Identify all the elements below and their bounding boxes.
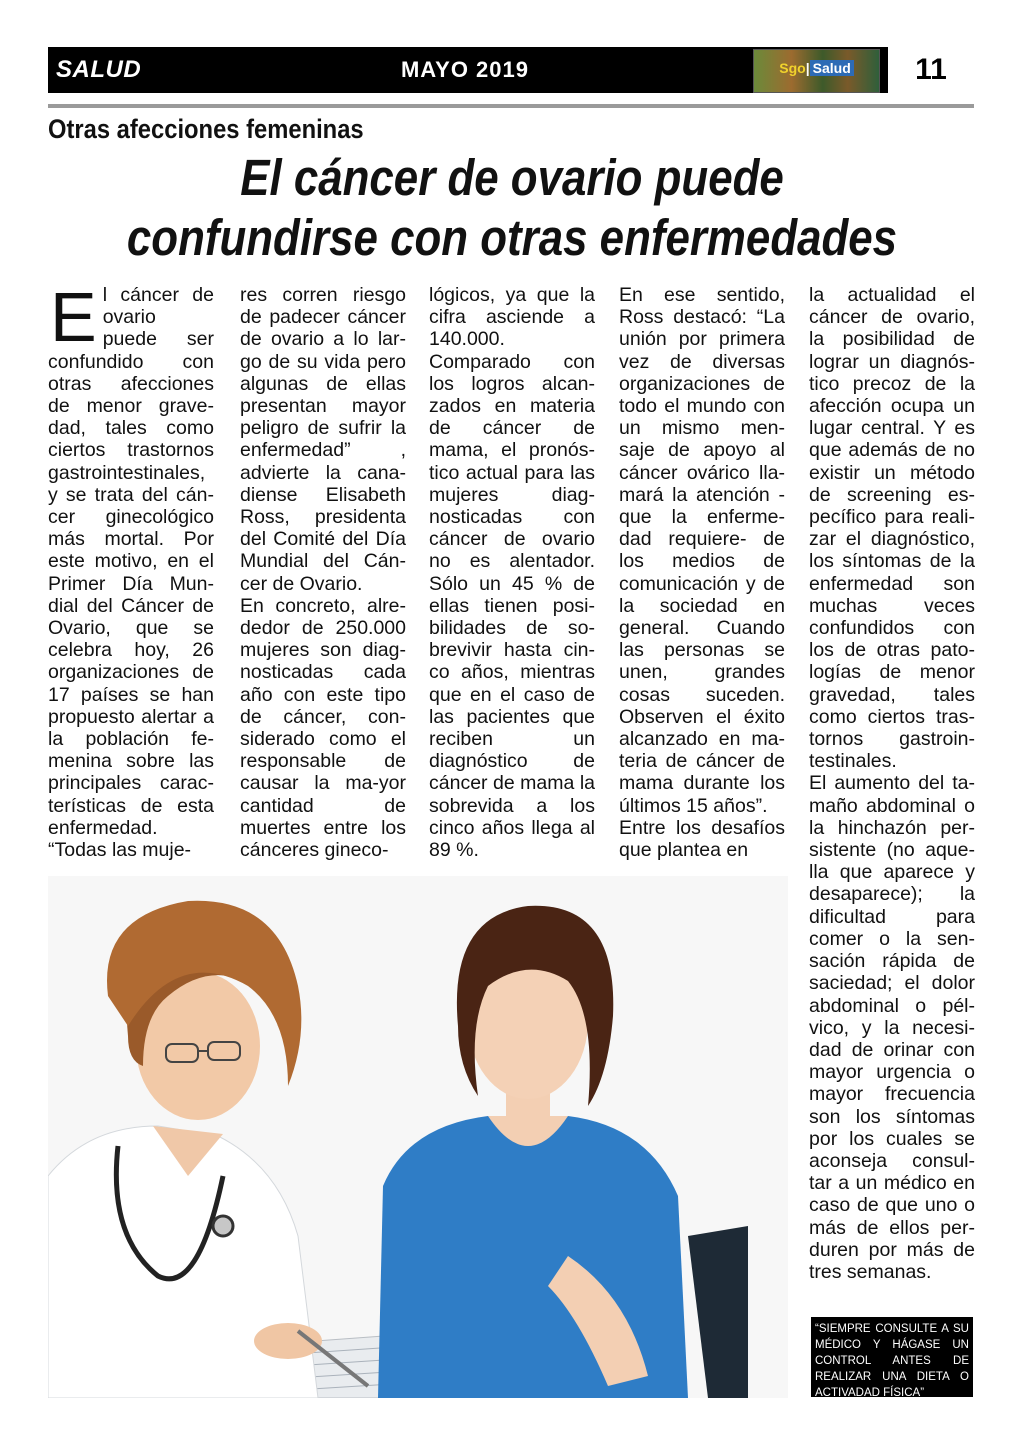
- article-kicker: Otras afecciones femeninas: [48, 114, 364, 144]
- article-headline: [0, 148, 1024, 268]
- logo-text-salud: Salud: [810, 60, 854, 76]
- paragraph: Entre los desafíos que plantea en: [619, 816, 785, 862]
- article-column-1: [48, 278, 214, 862]
- column-2-text: [240, 284, 406, 861]
- issue-date: MAYO 2019: [400, 57, 530, 82]
- paragraph: lógicos, ya que la cifra asciende a 140.000.: [429, 284, 595, 351]
- column-1-text: [48, 278, 214, 862]
- paragraph: En concreto, alre-dedor de 250.000 mujeres son diag-nosticadas cada año con este tipo de cáncer, con-siderado como el responsable de causar la ma-yor cantidad de muertes entre los cánceres gineco-: [240, 594, 406, 862]
- paragraph: Comparado con los logros alcan-zados en materia de cáncer de mama, el pronós-tico actual para las mujeres diag-nosticadas con cáncer de ovario no es alentador. Sólo un 45 % de ellas tienen posi-bilidades de so-brevivir hasta cin-co años, mientras que en el caso de las pacientes que reciben un diagnóstico de cáncer de mama la sobrevida a los cinco años llega al 89 %.: [429, 350, 595, 862]
- page-number-box: [888, 47, 974, 93]
- headline-line-2: confundirse con otras enfermedades: [126, 209, 898, 266]
- page-number: 11: [915, 53, 947, 86]
- article-photo: [48, 876, 788, 1398]
- article-column-4: [619, 284, 785, 861]
- article-column-5: [809, 284, 975, 1283]
- paragraph: res corren riesgo de padecer cáncer de ovario a lo lar-go de su vida pero algunas de ellas presentan mayor peligro de sufrir la enfermedad” , advierte la cana-diense Elisabeth Ross, presidenta del Comité del Día Mundial del Cán-cer de Ovario.: [240, 284, 406, 595]
- column-4-text: [619, 284, 785, 861]
- logo-text-sgo: Sgo: [779, 60, 806, 76]
- header-rule: [48, 104, 974, 108]
- header-bar: [48, 47, 974, 93]
- article-column-2: [240, 284, 406, 861]
- column-3-text: [429, 284, 595, 861]
- headline-line-1: El cáncer de ovario puede: [240, 149, 784, 206]
- paragraph: En ese sentido, Ross destacó: “La unión por primera vez de diversas organizaciones de todo el mundo con un mismo men-saje de apoyo al cáncer ovárico lla-mará la atención -que la enferme-dad requiere- de los medios de comunicación y de la sociedad en general. Cuando las personas se unen, grandes cosas suceden. Observen el éxito alcanzado en ma-teria de cáncer de mama durante los últimos 15 años”.: [619, 284, 785, 817]
- article-column-3: [429, 284, 595, 861]
- paragraph: “Todas las muje-: [48, 839, 192, 862]
- column-5-text: [809, 284, 975, 1283]
- paragraph: l cáncer de ovario puede ser confundido con otras afecciones de menor grave-dad, tales como ciertos trastornos gastrointestinales, y se trata del cán-cer ginecológico más mortal. Por este motivo, en el Primer Día Mun-dial del Cáncer de Ovario, que se celebra hoy, 26 organizaciones de 17 países se han propuesto alertar a la población fe-menina sobre las principales carac-terísticas de esta enfermedad.: [48, 284, 214, 839]
- drop-cap: E: [50, 278, 97, 356]
- paragraph: El aumento del ta-maño abdominal o la hinchazón per-sistente (no aque-lla que aparece y desaparece); la dificultad para comer o la sen-sación rápida de saciedad; el dolor abdominal o pél-vico, y la necesi-dad de orinar con mayor urgencia o mayor frecuencia son los síntomas por los cuales se aconseja consul-tar a un médico en caso de que uno o más de ellos per-duren por más de tres semanas.: [809, 772, 975, 1283]
- pull-quote: “SIEMPRE CONSULTE A SU MÉDICO Y HÁGASE UN CONTROL ANTES DE REALIZAR UNA DIETA O ACTIVADAD FÍSICA”: [811, 1317, 973, 1397]
- section-name: SALUD: [56, 56, 142, 83]
- logo-separator: |: [805, 60, 810, 76]
- paragraph: la actualidad el cáncer de ovario, la posibilidad de lograr un diagnós-tico precoz de la afección ocupa un lugar central. Y es que además de no existir un método de screening es-pecífico para reali-zar el diagnóstico, los síntomas de la enfermedad son muchas veces confundidos con los de otras pato-logías de menor gravedad, tales como ciertos tras-tornos gastroin-testinales.: [809, 284, 975, 773]
- publication-logo: [753, 49, 880, 93]
